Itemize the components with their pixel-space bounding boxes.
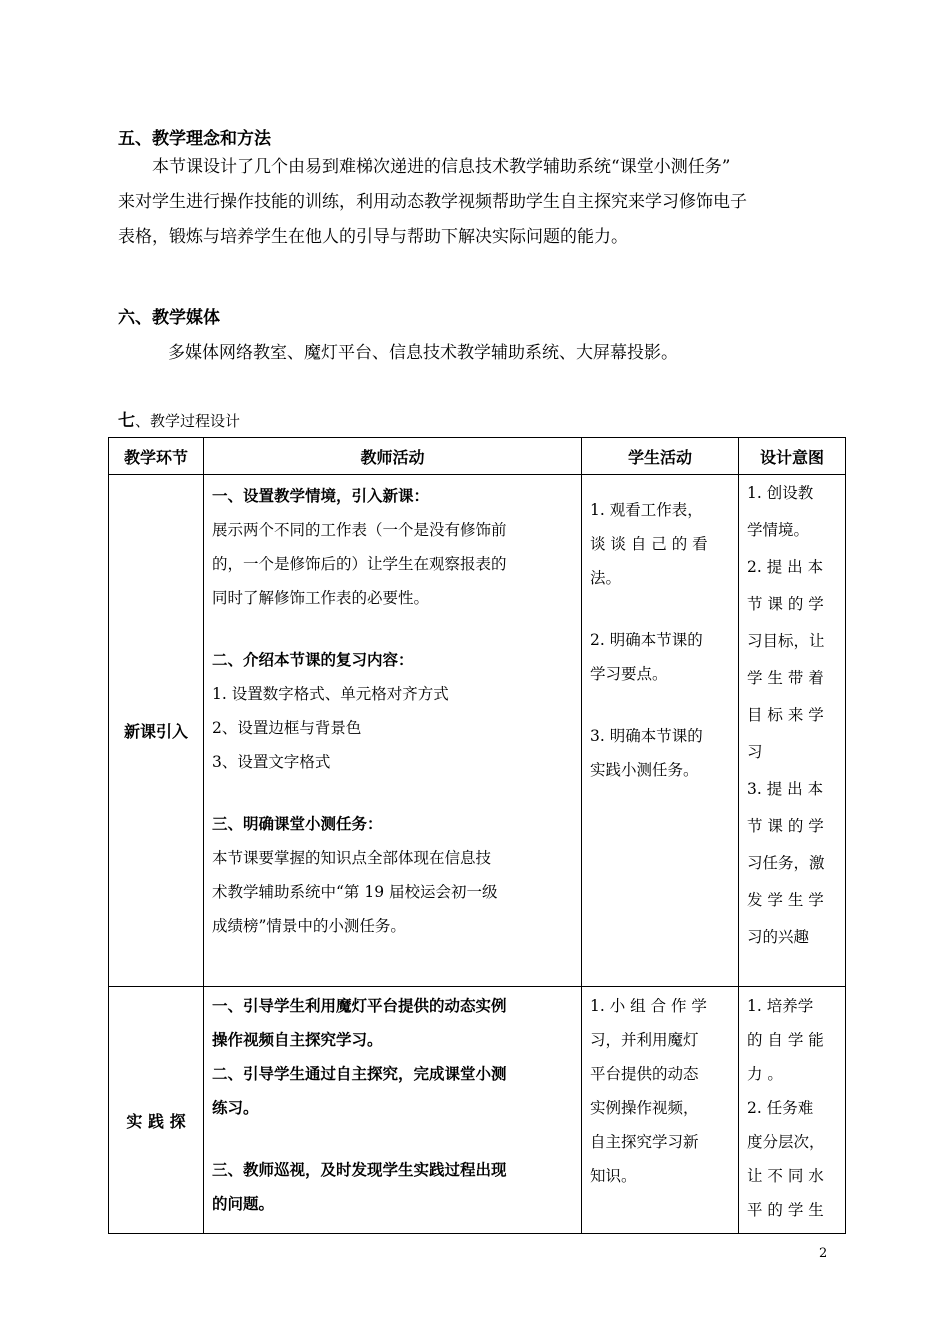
intent-text-line: 力 。 — [747, 1065, 783, 1083]
section-5-title: 五、教学理念和方法 — [118, 129, 271, 149]
teaching-process-table — [108, 437, 846, 1234]
teacher-step-heading: 的问题。 — [212, 1195, 275, 1213]
intent-text-line: 习任务，激 — [747, 854, 825, 872]
teacher-text-line: 同时了解修饰工作表的必要性。 — [212, 589, 430, 607]
review-item: 2、设置边框与背景色 — [212, 719, 362, 737]
intent-text-line: 1. 培养学 — [747, 997, 814, 1015]
teacher-step-heading: 练习。 — [212, 1099, 259, 1117]
teacher-text-line: 本节课要掌握的知识点全部体现在信息技 — [212, 849, 492, 867]
student-text-line: 2. 明确本节课的 — [590, 631, 703, 649]
teacher-text-line: 展示两个不同的工作表（一个是没有修饰前 — [212, 521, 507, 539]
teacher-step-heading: 三、明确课堂小测任务： — [212, 815, 383, 833]
intent-text-line: 发 学 生 学 — [747, 891, 824, 909]
intent-text-line: 节 课 的 学 — [747, 817, 824, 835]
intent-text-line: 度分层次， — [747, 1133, 825, 1151]
student-text-line: 知识。 — [590, 1167, 637, 1185]
header-stage: 教学环节 — [109, 438, 204, 475]
stage-char: 实 — [126, 1112, 143, 1131]
section-6-text: 多媒体网络教室、魔灯平台、信息技术教学辅助系统、大屏幕投影。 — [168, 343, 678, 363]
student-text-line: 平台提供的动态 — [590, 1065, 699, 1083]
student-text-line: 自主探究学习新 — [590, 1133, 699, 1151]
student-text-line: 1. 观看工作表， — [590, 501, 703, 519]
intent-text-line: 节 课 的 学 — [747, 595, 824, 613]
header-teacher-activity: 教师活动 — [204, 438, 582, 475]
teacher-text-line: 成绩榜”情景中的小测任务。 — [212, 917, 406, 935]
table-row — [109, 987, 846, 1234]
intent-text-line: 让 不 同 水 — [747, 1167, 824, 1185]
teacher-activity-cell — [204, 475, 582, 987]
table-row — [109, 475, 846, 987]
table-header-row — [109, 438, 846, 475]
stage-cell: 新课引入 — [109, 475, 204, 987]
intent-text-line: 习目标，让 — [747, 632, 825, 650]
student-activity-cell — [582, 987, 739, 1234]
teacher-step-heading: 三、教师巡视，及时发现学生实践过程出现 — [212, 1161, 507, 1179]
section-5-paragraph — [118, 150, 834, 255]
intent-text-line: 3. 提 出 本 — [747, 780, 824, 798]
student-text-line: 3. 明确本节课的 — [590, 727, 703, 745]
intent-text-line: 习 — [747, 743, 763, 761]
intent-text-line: 学 生 带 着 — [747, 669, 824, 687]
intent-text-line: 2. 任务难 — [747, 1099, 814, 1117]
stage-char: 践 — [147, 1112, 164, 1131]
teacher-text-line: 术教学辅助系统中“第 19 届校运会初一级 — [212, 883, 498, 901]
student-text-line: 谈 谈 自 己 的 看 — [590, 535, 708, 553]
student-text-line: 实例操作视频， — [590, 1099, 699, 1117]
section-6-title: 六、教学媒体 — [118, 308, 220, 328]
section-7-number: 七 — [118, 411, 135, 431]
teacher-step-heading: 二、介绍本节课的复习内容： — [212, 651, 414, 669]
teacher-step-heading: 一、引导学生利用魔灯平台提供的动态实例 — [212, 997, 507, 1015]
design-intent-cell — [739, 475, 846, 987]
header-design-intent: 设计意图 — [739, 438, 846, 475]
intent-text-line: 的 自 学 能 — [747, 1031, 824, 1049]
section-7-title — [118, 406, 240, 431]
intent-text-line: 1. 创设教 — [747, 484, 814, 502]
teacher-activity-cell — [204, 987, 582, 1234]
intent-text-line: 学情境。 — [747, 521, 810, 539]
section-5-line: 本节课设计了几个由易到难梯次递进的信息技术教学辅助系统“课堂小测任务” — [152, 157, 731, 177]
intent-text-line: 平 的 学 生 — [747, 1201, 824, 1219]
header-student-activity: 学生活动 — [582, 438, 739, 475]
student-text-line: 学习要点。 — [590, 665, 668, 683]
review-item: 3、设置文字格式 — [212, 753, 331, 771]
page-number: 2 — [819, 1246, 828, 1261]
intent-text-line: 习的兴趣 — [747, 928, 810, 946]
student-text-line: 1. 小 组 合 作 学 — [590, 997, 707, 1015]
student-text-line: 实践小测任务。 — [590, 761, 699, 779]
teacher-step-heading: 操作视频自主探究学习。 — [212, 1031, 383, 1049]
section-5-line: 表格，锻炼与培养学生在他人的引导与帮助下解决实际问题的能力。 — [118, 227, 628, 247]
intent-text-line: 2. 提 出 本 — [747, 558, 824, 576]
student-text-line: 法。 — [590, 569, 622, 587]
design-intent-cell — [739, 987, 846, 1234]
intent-text-line: 目 标 来 学 — [747, 706, 824, 724]
teacher-step-heading: 二、引导学生通过自主探究，完成课堂小测 — [212, 1065, 507, 1083]
section-5-line: 来对学生进行操作技能的训练，利用动态教学视频帮助学生自主探究来学习修饰电子 — [118, 192, 747, 212]
teacher-step-heading: 一、设置教学情境，引入新课： — [212, 487, 430, 505]
student-text-line: 习，并利用魔灯 — [590, 1031, 699, 1049]
teacher-text-line: 的，一个是修饰后的）让学生在观察报表的 — [212, 555, 507, 573]
student-activity-cell — [582, 475, 739, 987]
section-7-label: 、教学过程设计 — [135, 412, 241, 430]
stage-char: 探 — [169, 1112, 186, 1131]
review-item: 1. 设置数字格式、单元格对齐方式 — [212, 685, 449, 703]
stage-cell — [109, 987, 204, 1234]
